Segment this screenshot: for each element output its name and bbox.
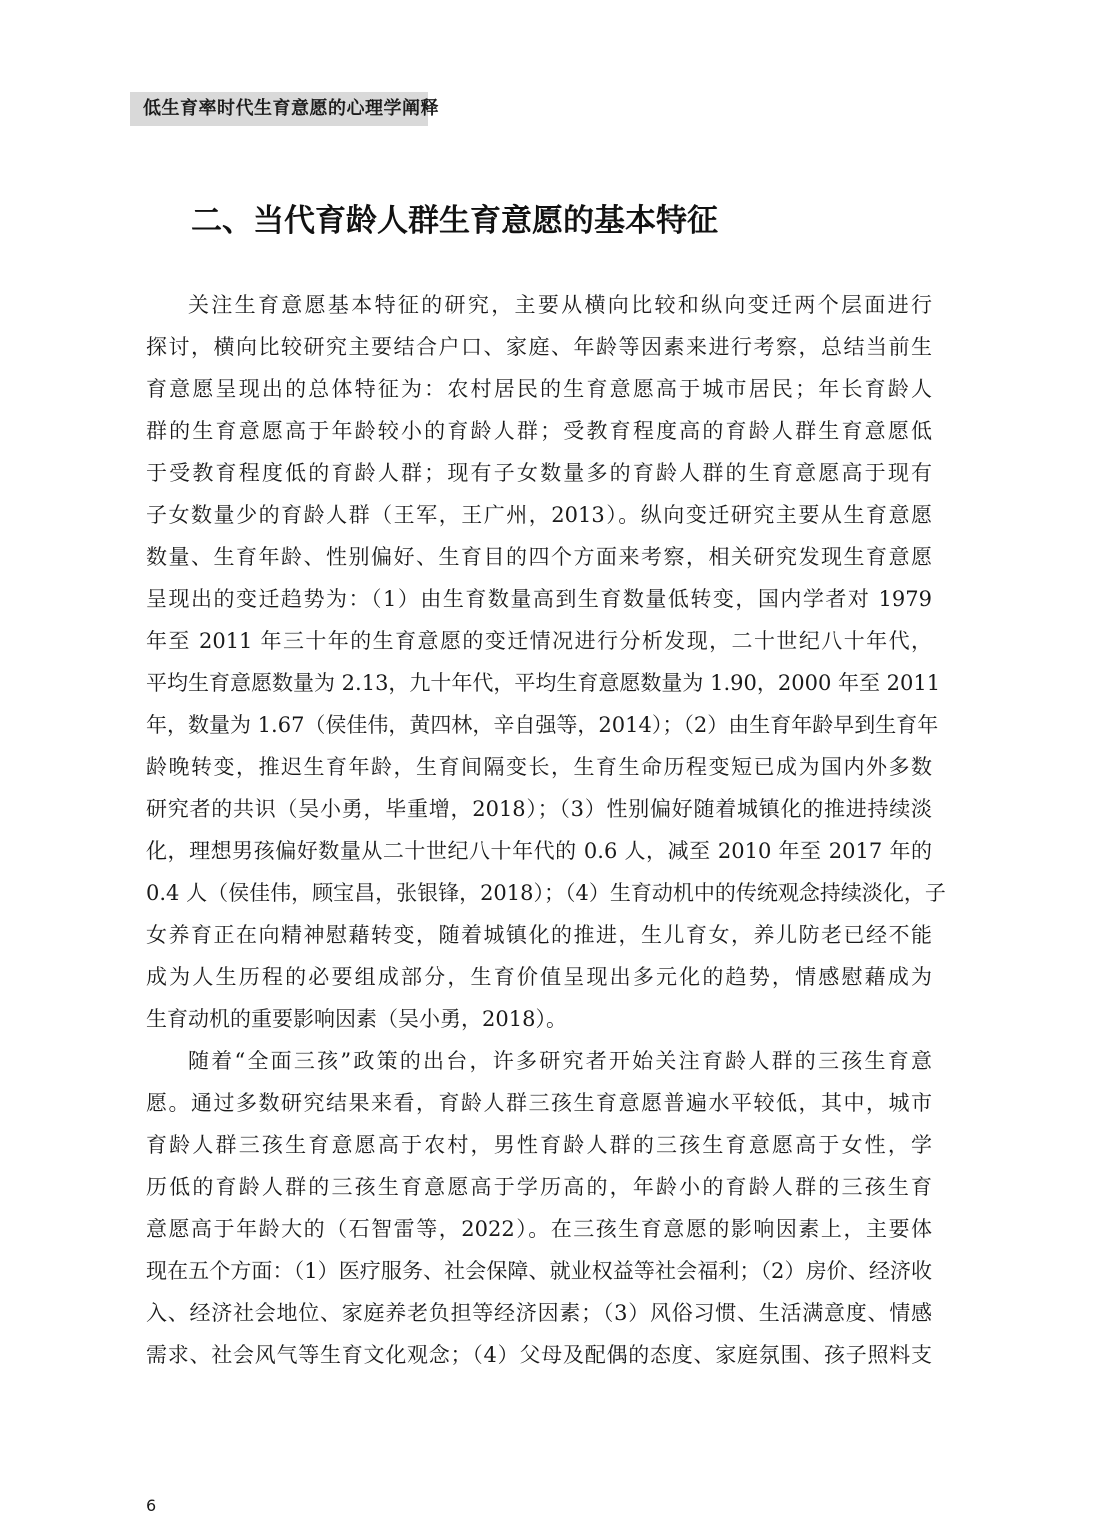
text-line: 于受教育程度低的育龄人群；现有子女数量多的育龄人群的生育意愿高于现有 [146,461,932,485]
text-line: 呈现出的变迁趋势为：（1）由生育数量高到生育数量低转变，国内学者对 1979 [146,587,932,611]
text-line: 群的生育意愿高于年龄较小的育龄人群；受教育程度高的育龄人群生育意愿低 [146,419,932,443]
text-line: 随着“全面三孩”政策的出台，许多研究者开始关注育龄人群的三孩生育意 [188,1049,932,1073]
text-line: 成为人生历程的必要组成部分，生育价值呈现出多元化的趋势，情感慰藉成为 [146,965,932,989]
paragraph-2 [146,1040,932,1376]
section-title: 二、当代育龄人群生育意愿的基本特征 [191,203,718,239]
text-line: 年，数量为 1.67（侯佳伟，黄四林，辛自强等，2014）；（2）由生育年龄早到生育年 [146,713,939,737]
text-line: 入、经济社会地位、家庭养老负担等经济因素；（3）风俗习惯、生活满意度、情感 [146,1301,932,1325]
text-line: 探讨，横向比较研究主要结合户口、家庭、年龄等因素来进行考察，总结当前生 [146,335,932,359]
text-line: 需求、社会风气等生育文化观念；（4）父母及配偶的态度、家庭氛围、孩子照料支 [146,1343,932,1367]
text-line: 愿。通过多数研究结果来看，育龄人群三孩生育意愿普遍水平较低，其中，城市 [146,1091,932,1115]
text-line: 研究者的共识（吴小勇，毕重增，2018）；（3）性别偏好随着城镇化的推进持续淡 [146,797,932,821]
text-line: 龄晚转变，推迟生育年龄，生育间隔变长，生育生命历程变短已成为国内外多数 [146,755,932,779]
text-line: 生育动机的重要影响因素（吴小勇，2018）。 [146,1007,567,1031]
text-line: 0.4 人（侯佳伟，顾宝昌，张银锋，2018）；（4）生育动机中的传统观念持续淡化，子 [146,881,946,905]
text-line: 育意愿呈现出的总体特征为：农村居民的生育意愿高于城市居民；年长育龄人 [146,377,932,401]
text-line: 历低的育龄人群的三孩生育意愿高于学历高的，年龄小的育龄人群的三孩生育 [146,1175,932,1199]
text-line: 意愿高于年龄大的（石智雷等，2022）。在三孩生育意愿的影响因素上，主要体 [146,1217,932,1241]
text-line: 年至 2011 年三十年的生育意愿的变迁情况进行分析发现，二十世纪八十年代， [146,629,932,653]
text-line: 化，理想男孩偏好数量从二十世纪八十年代的 0.6 人，减至 2010 年至 2017 年的 [146,839,932,863]
page-number: 6 [146,1496,157,1515]
running-header-title: 低生育率时代生育意愿的心理学阐释 [143,98,439,119]
body-text [146,284,946,1376]
text-line: 数量、生育年龄、性别偏好、生育目的四个方面来考察，相关研究发现生育意愿 [146,545,932,569]
text-line: 平均生育意愿数量为 2.13，九十年代，平均生育意愿数量为 1.90，2000 年至 2011 [146,671,941,695]
text-line: 现在五个方面：（1）医疗服务、社会保障、就业权益等社会福利；（2）房价、经济收 [146,1259,932,1283]
text-line: 女养育正在向精神慰藉转变，随着城镇化的推进，生儿育女，养儿防老已经不能 [146,923,932,947]
paragraph-1 [146,284,946,1040]
text-line: 育龄人群三孩生育意愿高于农村，男性育龄人群的三孩生育意愿高于女性，学 [146,1133,932,1157]
text-line: 关注生育意愿基本特征的研究，主要从横向比较和纵向变迁两个层面进行 [188,293,932,317]
text-line: 子女数量少的育龄人群（王军，王广州，2013）。纵向变迁研究主要从生育意愿 [146,503,932,527]
